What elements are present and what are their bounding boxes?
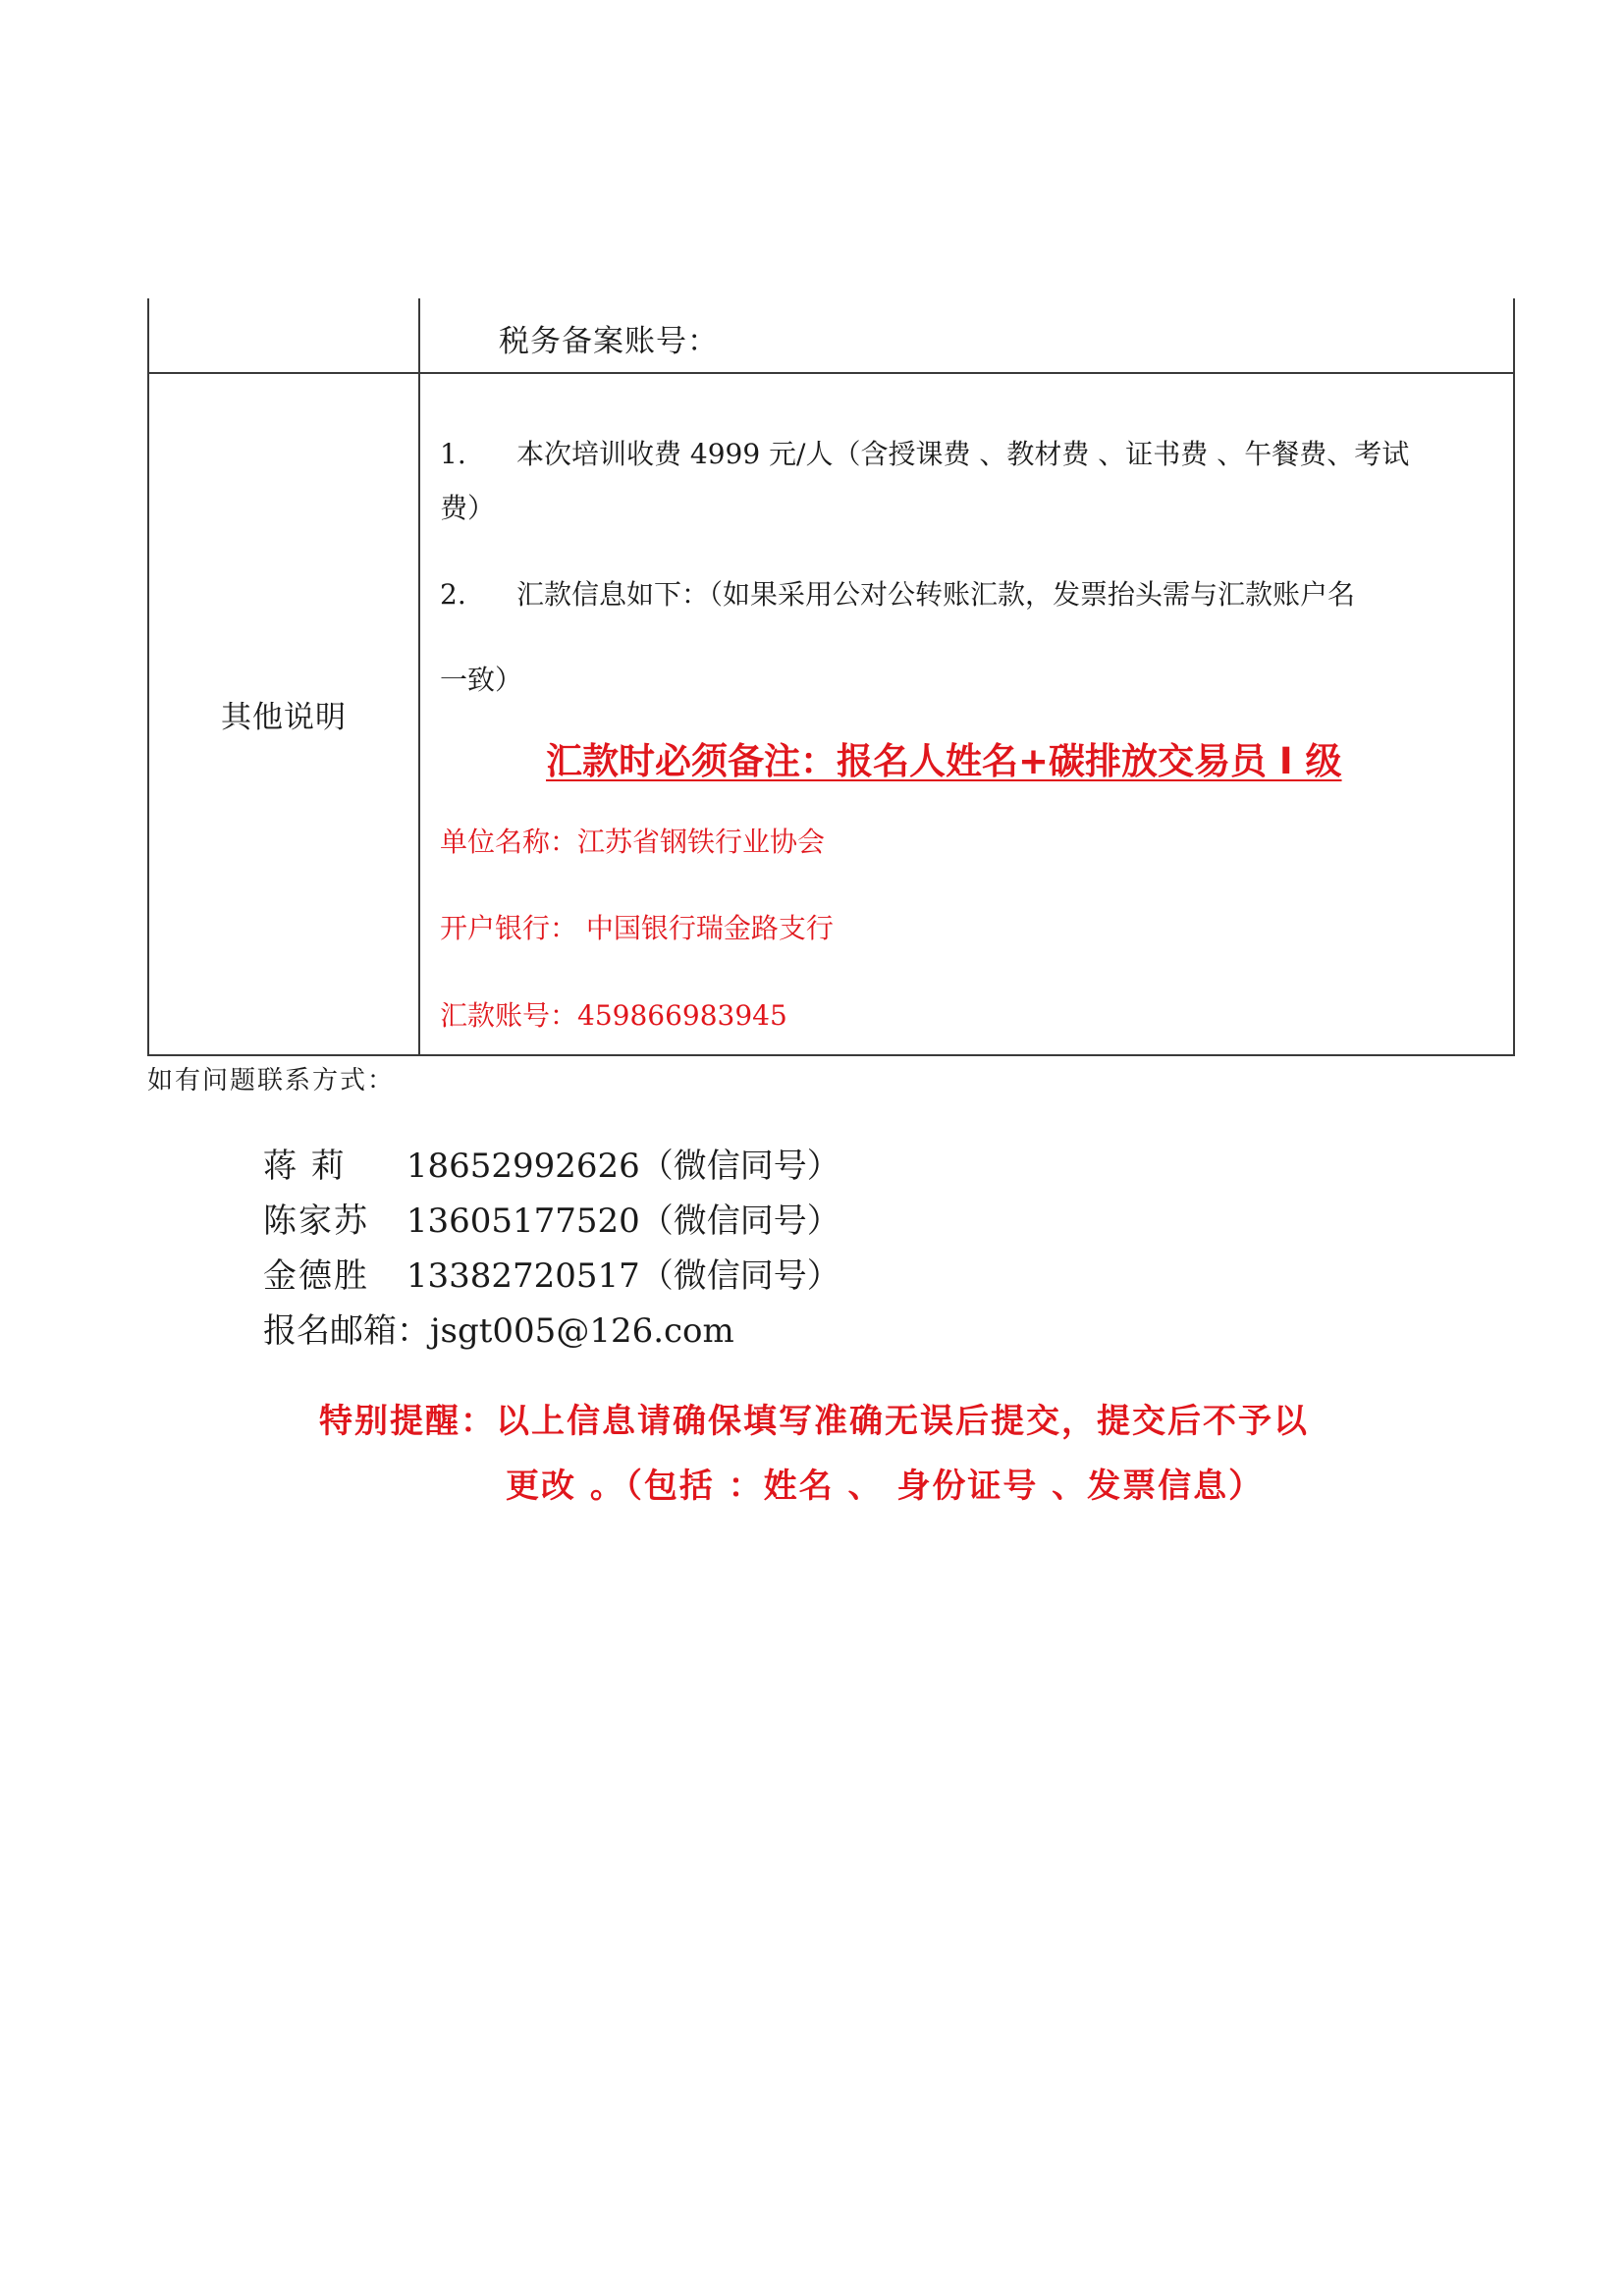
contact-person [263, 1139, 840, 1194]
special-reminder [319, 1389, 1309, 1519]
contact-list [263, 1139, 840, 1359]
other-notes-row [148, 373, 1514, 1055]
contact-phone: 18652992626（微信同号） [406, 1147, 840, 1186]
contact-heading: 如有问题联系方式： [147, 1066, 396, 1095]
tax-row [148, 298, 1514, 373]
remittance-remark: 汇款时必须备注：报名人姓名+碳排放交易员 I 级 [546, 740, 1342, 782]
note-item-1-text: 本次培训收费 4999 元/人（含授课费 、教材费 、证书费 、午餐费、考试 [516, 438, 1410, 470]
org-name: 单位名称：江苏省钢铁行业协会 [440, 826, 826, 858]
bank-name: 开户银行： 中国银行瑞金路支行 [440, 912, 834, 944]
note-item-2-continued: 一致） [440, 664, 523, 696]
tax-label-cell-empty [148, 298, 419, 373]
note-item-2-number: 2. [440, 578, 466, 611]
contact-name: 金德胜 [263, 1256, 369, 1296]
contact-email: 报名邮箱：jsgt005@126.com [263, 1311, 734, 1351]
info-table [147, 298, 1515, 1056]
reminder-line-2: 更改 。（包括 ：姓名 、 身份证号 、发票信息） [506, 1467, 1265, 1506]
reminder-line-1: 特别提醒：以上信息请确保填写准确无误后提交，提交后不予以 [319, 1402, 1309, 1441]
note-item-2 [440, 573, 1355, 613]
contact-person [263, 1249, 840, 1304]
other-notes-content-cell [419, 373, 1514, 1055]
contact-phone: 13605177520（微信同号） [406, 1201, 840, 1241]
tax-value-cell [419, 298, 1514, 373]
note-item-2-text: 汇款信息如下：（如果采用公对公转账汇款，发票抬头需与汇款账户名 [516, 578, 1356, 611]
contact-name: 蒋 莉 [263, 1147, 347, 1186]
note-item-1 [440, 433, 1409, 472]
contact-person [263, 1194, 840, 1249]
tax-account-label: 税务备案账号： [499, 324, 719, 359]
note-item-1-number: 1. [440, 438, 466, 470]
other-notes-label-cell [148, 373, 419, 1055]
contact-name: 陈家苏 [263, 1201, 369, 1241]
contact-phone: 13382720517（微信同号） [406, 1256, 840, 1296]
other-notes-label: 其他说明 [221, 700, 347, 735]
note-item-1-continued: 费） [440, 492, 496, 524]
account-number: 汇款账号：459866983945 [440, 999, 787, 1032]
